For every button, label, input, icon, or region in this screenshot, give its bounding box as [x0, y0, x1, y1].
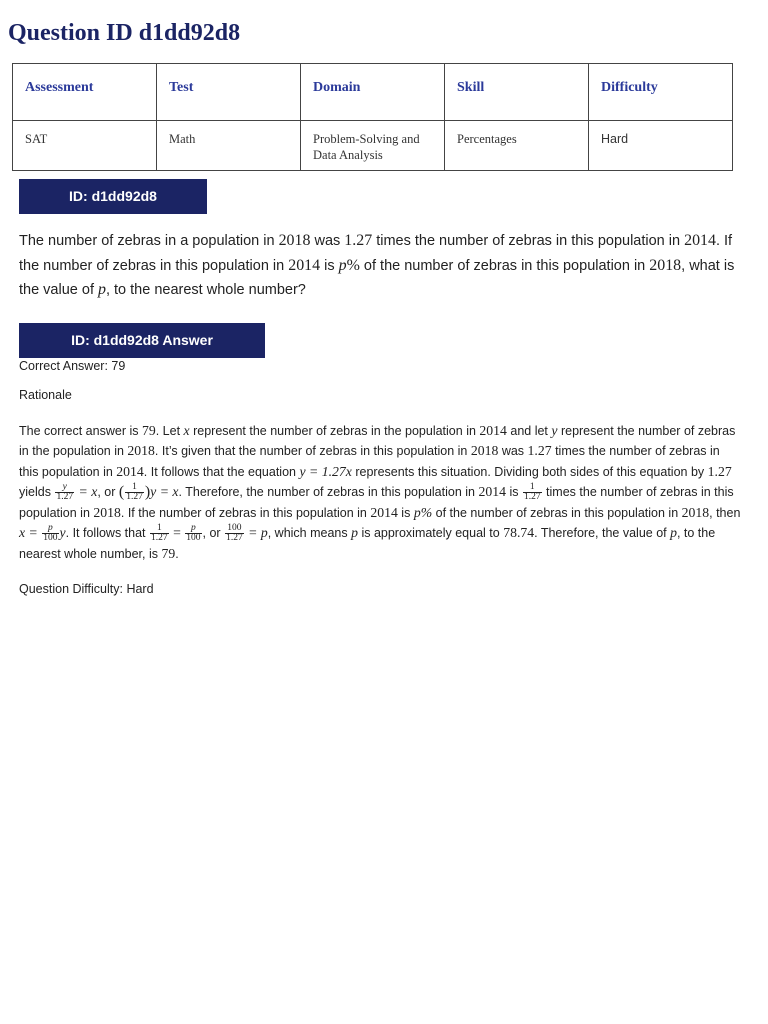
math-year: 2014 [370, 504, 398, 520]
rationale-fragment: of the number of zebras in this population in [432, 505, 682, 520]
math-number: 1.27 [707, 463, 732, 479]
rationale-fragment: is approximately equal to [357, 526, 504, 541]
fraction-numerator: p [191, 522, 196, 533]
question-fragment: The number of zebras in a population in [19, 233, 279, 249]
header-skill: Skill [445, 64, 589, 121]
rationale-fragment: , which means [267, 526, 352, 541]
rationale-fragment: represent the number of zebras in the population in [19, 424, 736, 459]
math-symbol: % [346, 256, 360, 274]
fraction-denominator: 1.27 [56, 492, 74, 503]
value-domain: Problem-Solving and Data Analysis [301, 121, 445, 171]
math-paren: ( [118, 483, 125, 501]
header-difficulty: Difficulty [589, 64, 733, 121]
math-symbol: = [169, 525, 185, 541]
math-variable: p [351, 525, 358, 541]
value-test: Math [157, 121, 301, 171]
rationale-fragment: . Let [155, 424, 184, 438]
rationale-fragment: times the number of zebras in this population in [19, 444, 720, 479]
rationale-fragment: . Therefore, the value of [534, 526, 671, 541]
math-equation: y = 1.27x [299, 463, 352, 479]
math-year: 2018 [127, 443, 155, 459]
math-year: 2014 [479, 423, 507, 438]
fraction-denominator: 1.27 [151, 533, 168, 544]
value-difficulty: Hard [589, 121, 733, 171]
rationale-fragment: . Therefore, the number of zebras in this population in [178, 484, 479, 499]
question-text [19, 229, 744, 303]
rationale-fragment: , or [97, 484, 119, 499]
rationale-fragment: The correct answer is [19, 424, 142, 438]
math-year: 2014 [116, 463, 144, 479]
math-number: 1.27 [527, 443, 552, 459]
question-id-banner: ID: d1dd92d8 [19, 179, 207, 214]
rationale-fragment: . [175, 546, 179, 561]
fraction-denominator: 1.27 [523, 492, 541, 503]
math-variable: y [551, 423, 558, 438]
math-variable: x [183, 423, 190, 438]
fraction-numerator: y [62, 481, 67, 492]
rationale-fragment: and let [506, 424, 552, 438]
fraction-denominator: 100 [186, 533, 201, 544]
value-skill: Percentages [445, 121, 589, 171]
math-year: 2018 [93, 504, 121, 520]
math-fraction [185, 524, 201, 544]
question-meta-table [12, 63, 733, 171]
value-assessment: SAT [13, 121, 157, 171]
question-fragment: , what is the value of [19, 257, 735, 298]
header-test: Test [157, 64, 301, 121]
fraction-numerator: 1 [529, 481, 535, 492]
rationale-fragment: times the number of zebras in this population in [19, 484, 734, 520]
question-fragment: times the number of zebras in this population in [372, 233, 685, 249]
math-variable: y [59, 525, 66, 541]
rationale-fragment: is [505, 484, 522, 499]
math-equation: x = [19, 525, 42, 541]
math-year: 2014 [478, 483, 506, 499]
math-year: 2018 [649, 256, 682, 274]
rationale-fragment: yields [19, 484, 55, 499]
fraction-denominator: 1.27 [126, 492, 143, 503]
rationale-fragment: represents this situation. Dividing both sides of this equation by [351, 464, 708, 479]
math-year: 2018 [681, 504, 710, 520]
question-fragment: . If the number of zebras in this population in [19, 233, 733, 274]
math-year: 2014 [684, 232, 716, 249]
math-fraction [55, 483, 74, 503]
rationale-fragment: was [498, 444, 528, 459]
math-year: 2018 [278, 232, 311, 249]
header-assessment: Assessment [13, 64, 157, 121]
math-percent: p% [413, 504, 433, 520]
math-equation: = x [75, 483, 98, 499]
header-domain: Domain [301, 64, 445, 121]
math-variable: p [670, 525, 677, 541]
fraction-denominator: 1.27 [226, 533, 243, 544]
rationale-fragment: , then [709, 505, 741, 520]
question-fragment: of the number of zebras in this population in [359, 257, 650, 274]
math-year: 2014 [288, 256, 321, 274]
rationale-label: Rationale [19, 388, 72, 402]
math-year: 2018 [470, 443, 499, 459]
fraction-denominator: 100 [43, 533, 58, 544]
fraction-numerator: 1 [156, 522, 162, 533]
rationale-fragment: . If the number of zebras in this population in [120, 505, 371, 520]
math-fraction [42, 524, 58, 544]
math-number: 1.27 [344, 232, 373, 249]
rationale-fragment: represent the number of zebras in the population in [189, 424, 480, 438]
math-number: 79 [141, 423, 156, 438]
rationale-fragment: . It follows that [65, 526, 149, 541]
question-fragment: , to the nearest whole number? [105, 282, 306, 298]
math-equation: y = x [150, 483, 179, 499]
answer-id-banner: ID: d1dd92d8 Answer [19, 323, 265, 358]
rationale-fragment: is [397, 505, 414, 520]
question-difficulty: Question Difficulty: Hard [19, 582, 154, 596]
rationale-text [19, 421, 741, 564]
fraction-numerator: 100 [227, 522, 242, 533]
page-title: Question ID d1dd92d8 [8, 20, 241, 46]
fraction-numerator: 1 [132, 481, 137, 492]
math-number: 79 [161, 545, 176, 561]
math-variable: p [338, 256, 347, 274]
question-fragment: was [310, 233, 345, 249]
rationale-fragment: . It’s given that the number of zebras in this population in [154, 444, 471, 459]
rationale-fragment: , to the nearest whole number, is [19, 526, 716, 561]
rationale-fragment: . It follows that the equation [143, 464, 300, 479]
math-paren: ) [144, 483, 151, 501]
math-fraction [150, 524, 169, 544]
math-equation: = p [244, 525, 268, 541]
math-number: 78.74 [503, 525, 535, 541]
question-fragment: is [320, 257, 339, 274]
math-fraction [125, 483, 144, 503]
rationale-fragment: , or [202, 526, 225, 541]
math-fraction [225, 524, 244, 544]
correct-answer: Correct Answer: 79 [19, 359, 126, 373]
fraction-numerator: p [48, 522, 53, 533]
math-variable: p [98, 281, 106, 298]
math-fraction [523, 483, 542, 503]
